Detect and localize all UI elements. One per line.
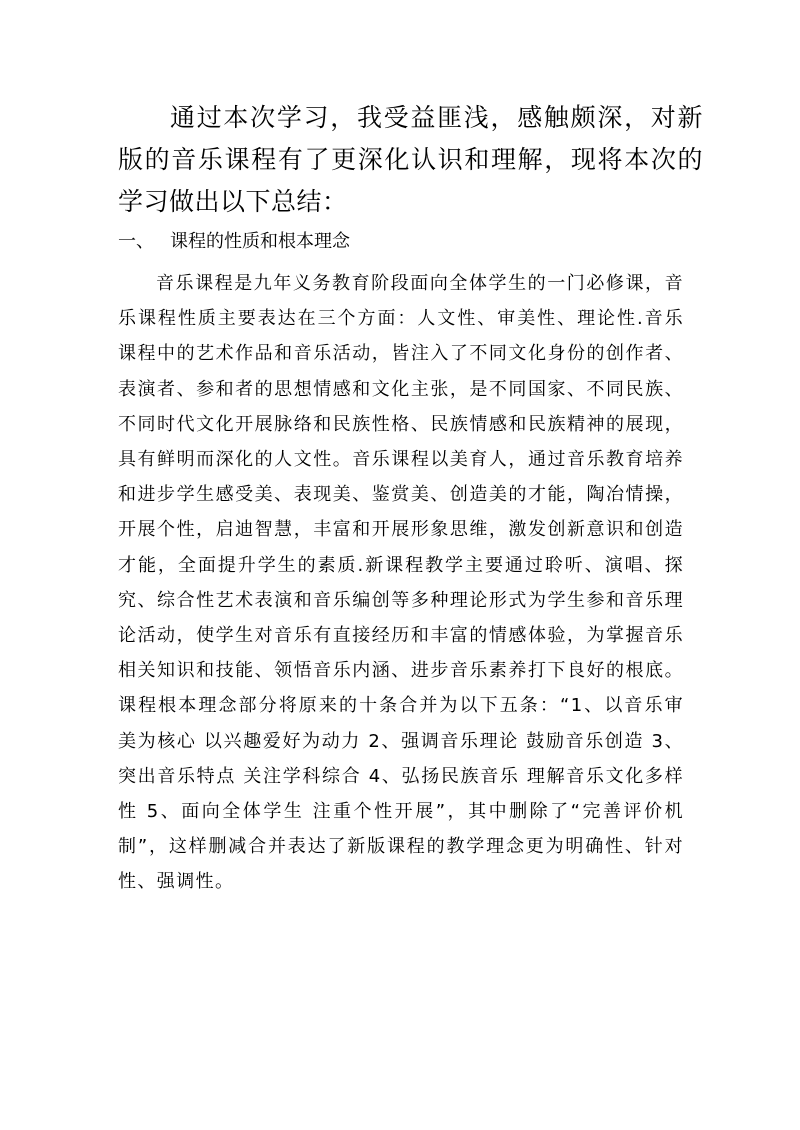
section-heading	[118, 230, 678, 254]
intro-paragraph: 通过本次学习，我受益匪浅，感触颇深，对新版的音乐课程有了更深化认识和理解，现将本次的学习做出以下总结：	[118, 103, 703, 216]
section-number: 一、	[118, 231, 154, 252]
section-body-paragraph: 音乐课程是九年义务教育阶段面向全体学生的一门必修课，音乐课程性质主要表达在三个方面：人文性、审美性、理论性.音乐课程中的艺术作品和音乐活动，皆注入了不同文化身份的创作者、表演者、参和者的思想情感和文化主张，是不同国家、不同民族、不同时代文化开展脉络和民族性格、民族情感和民族精神的展现，具有鲜明而深化的人文性。音乐课程以美育人，通过音乐教育培养和进步学生感受美、表现美、鉴赏美、创造美的才能，陶冶情操，开展个性，启迪智慧，丰富和开展形象思维，激发创新意识和创造才能，全面提升学生的素质.新课程教学主要通过聆听、演唱、探究、综合性艺术表演和音乐编创等多种理论形式为学生参和音乐理论活动，使学生对音乐有直接经历和丰富的情感体验，为掌握音乐相关知识和技能、领悟音乐内涵、进步音乐素养打下良好的根底。课程根本理念部分将原来的十条合并为以下五条：“1、以音乐审美为核心 以兴趣爱好为动力 2、强调音乐理论 鼓励音乐创造 3、突出音乐特点 关注学科综合 4、弘扬民族音乐 理解音乐文化多样性 5、面向全体学生 注重个性开展”，其中删除了“完善评价机制”，这样删减合并表达了新版课程的教学理念更为明确性、针对性、强调性。	[118, 273, 684, 893]
section-title: 课程的性质和根本理念	[170, 231, 350, 252]
